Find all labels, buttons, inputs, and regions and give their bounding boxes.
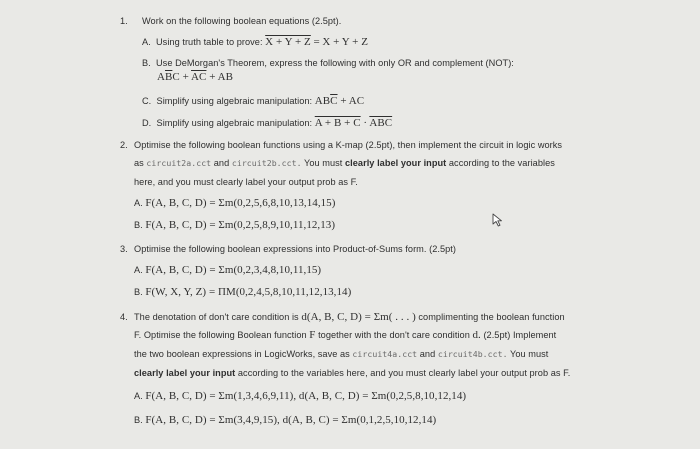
q4-line4-bold: clearly label your input xyxy=(134,368,236,378)
q2-file1: circuit2a.cct xyxy=(146,158,212,168)
q1c-text: Simplify using algebraic manipulation: xyxy=(156,96,313,106)
q2-file2: circuit2b.cct. xyxy=(231,158,302,168)
q4a-expr: F(A, B, C, D) = Σm(1,3,4,6,9,11), d(A, B, C, D) = Σm(0,2,5,8,10,12,14) xyxy=(145,390,467,402)
q2-line2-post: according to the variables xyxy=(448,158,555,168)
q4-line3-pre: the two boolean expressions in LogicWorks, save as xyxy=(134,349,350,359)
q1d-text: Simplify using algebraic manipulation: xyxy=(156,118,313,128)
q1b-expr xyxy=(157,71,233,83)
mouse-cursor-icon xyxy=(492,213,504,227)
q1d-expr-1: A + B + C xyxy=(314,117,361,129)
q4-line4 xyxy=(134,367,570,379)
q2-line2-mid: You must xyxy=(304,158,343,168)
q4-line2 xyxy=(134,329,556,341)
q1a-line xyxy=(142,36,368,48)
q4-line1-expr: d(A, B, C, D) = Σm( . . . ) xyxy=(301,311,416,323)
q1b-line xyxy=(142,57,514,69)
q3b-line xyxy=(134,286,351,298)
q4-file1: circuit4a.cct xyxy=(352,349,418,359)
q2-line3: here, and you must clearly label your output prob as F. xyxy=(134,177,358,187)
q1a-expr-rhs: X + Y + Z xyxy=(322,36,368,48)
q4-line2-expr: F xyxy=(309,329,316,341)
q3a-label: A. xyxy=(134,265,143,275)
q3a-expr: F(A, B, C, D) = Σm(0,2,3,4,8,10,11,15) xyxy=(145,264,322,276)
q2-num: 2. xyxy=(120,140,128,150)
q2b-line xyxy=(134,219,335,231)
q2-line1: Optimise the following boolean functions using a K-map (2.5pt), then implement the circuit in logic works xyxy=(134,140,563,150)
q4-line2-mid: together with the don't care condition xyxy=(318,330,470,340)
q4a-label: A. xyxy=(134,391,143,401)
q3a-line xyxy=(134,264,321,276)
q1a-text: Using truth table to prove: xyxy=(156,37,263,47)
q4-line3-and: and xyxy=(419,349,436,359)
q1-text: Work on the following boolean equations (2.5pt). xyxy=(142,16,342,26)
q1b-expr-4: $\overline{A}$ xyxy=(191,71,200,83)
q2-line2-and: and xyxy=(213,158,230,168)
q4-line1 xyxy=(134,311,565,323)
q1b-expr-1: A xyxy=(157,71,165,83)
q4-line1-pre: The denotation of don't care condition is xyxy=(134,312,299,322)
q4-num: 4. xyxy=(120,312,128,322)
q1c-expr-1: AB xyxy=(314,95,331,107)
q1c-label: C. xyxy=(142,96,152,106)
q4-file2: circuit4b.cct. xyxy=(437,349,508,359)
q1d-line xyxy=(142,117,392,129)
q4-line1-post: complimenting the boolean function xyxy=(418,312,565,322)
q2-line2-pre: as xyxy=(134,158,144,168)
q1b-text: Use DeMorgan's Theorem, express the following with only OR and complement (NOT): xyxy=(156,58,514,68)
q1a-expr-eq: = xyxy=(313,36,320,48)
q1b-expr-5: $\overline{C}$ xyxy=(199,71,207,83)
q1b-expr-3: C + xyxy=(172,71,192,83)
q4-line4-post: according to the variables here, and you must clearly label your output prob as F. xyxy=(237,368,571,378)
q4-line2-d: d. xyxy=(472,329,481,341)
q4b-label: B. xyxy=(134,415,143,425)
q4b-line xyxy=(134,414,436,426)
q2a-expr: F(A, B, C, D) = Σm(0,2,5,6,8,10,13,14,15) xyxy=(145,197,336,209)
q3b-expr: F(W, X, Y, Z) = ΠM(0,2,4,5,8,10,11,12,13,14) xyxy=(145,286,352,298)
q4a-line xyxy=(134,390,466,402)
q2a-label: A. xyxy=(134,198,143,208)
q1c-line xyxy=(142,95,364,107)
q1c-expr xyxy=(315,95,364,107)
q1d-label: D. xyxy=(142,118,152,128)
q1b-label: B. xyxy=(142,58,151,68)
q4-line3-post: You must xyxy=(510,349,549,359)
q2b-expr: F(A, B, C, D) = Σm(0,2,5,8,9,10,11,12,13) xyxy=(145,219,336,231)
q1a-label: A. xyxy=(142,37,151,47)
q4-line2-pre: F. Optimise the following Boolean function xyxy=(134,330,307,340)
q2-line2-bold: clearly label your input xyxy=(345,158,447,168)
q3-text: Optimise the following boolean expressions into Product-of-Sums form. (2.5pt) xyxy=(134,244,456,254)
q4-line2-post: (2.5pt) Implement xyxy=(483,330,557,340)
q1b-expr-2: $\overline{B}$ xyxy=(165,71,173,83)
q1-num: 1. xyxy=(120,16,128,26)
q2b-label: B. xyxy=(134,220,143,230)
q1a-expr-lhs: X + Y + Z xyxy=(265,36,311,48)
q4b-expr: F(A, B, C, D) = Σm(3,4,9,15), d(A, B, C) = Σm(0,1,2,5,10,12,14) xyxy=(145,414,437,426)
q1c-expr-2: $\overline{C}$ xyxy=(330,95,338,107)
q1d-expr-2: · xyxy=(360,117,370,129)
q3-num: 3. xyxy=(120,244,128,254)
q1d-expr xyxy=(315,117,392,129)
q3b-label: B. xyxy=(134,287,143,297)
q4-line3 xyxy=(134,348,548,360)
q2a-line xyxy=(134,197,335,209)
q1d-expr-3: $\overline{ABC}$ xyxy=(369,117,393,129)
q1b-expr-6: + AB xyxy=(206,71,234,83)
q2-line2 xyxy=(134,157,555,169)
q1c-expr-3: + AC xyxy=(337,95,365,107)
